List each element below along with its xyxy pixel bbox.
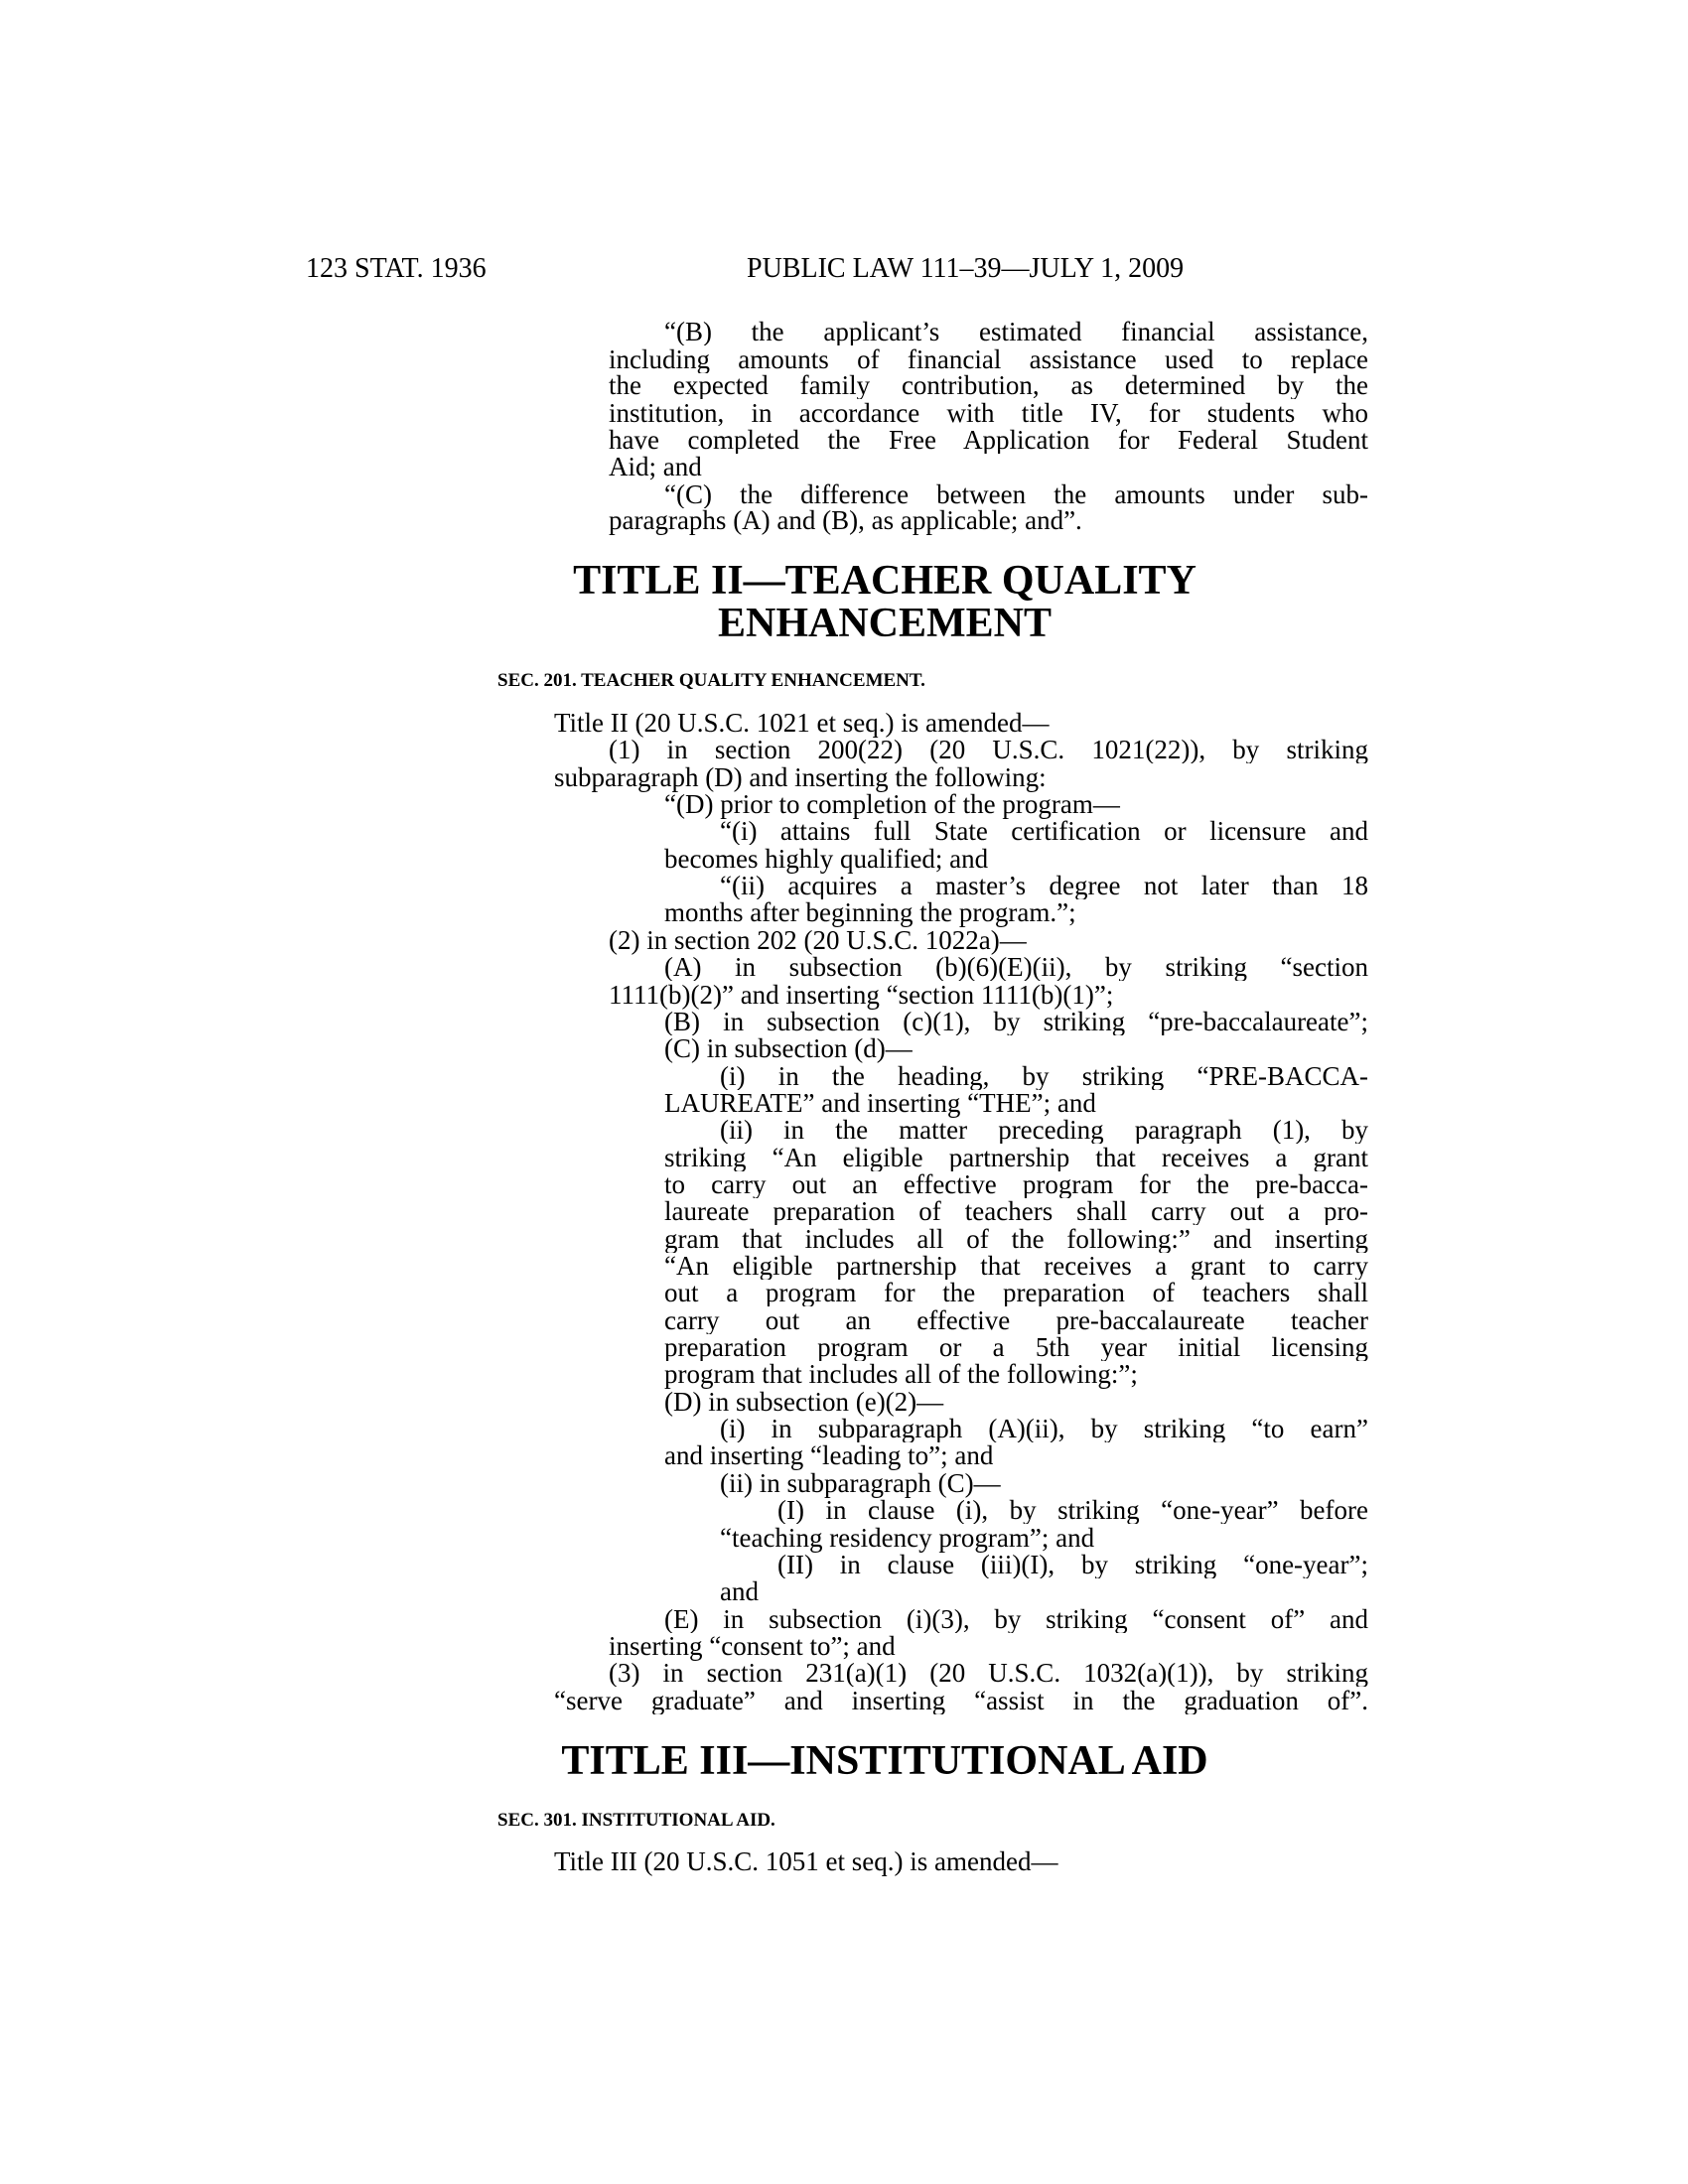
text-line: Title III (20 U.S.C. 1051 et seq.) is amended— xyxy=(554,1846,1058,1876)
text-line: “(B) the applicant’s estimated financial assistance, xyxy=(664,318,1368,345)
text-line: (3) in section 231(a)(1) (20 U.S.C. 1032(a)(1)), by striking xyxy=(609,1659,1368,1688)
text-line: “An eligible partnership that receives a grant to carry xyxy=(664,1252,1368,1280)
text-line: (C) in subsection (d)— xyxy=(664,1033,913,1064)
text-line: (1) in section 200(22) (20 U.S.C. 1021(22)), by striking xyxy=(609,736,1368,764)
text-line: preparation program or a 5th year initial licensing xyxy=(664,1333,1368,1362)
page-stat-number: 123 STAT. 1936 xyxy=(306,253,487,284)
text-line: (ii) in subparagraph (C)— xyxy=(720,1467,1001,1498)
text-line: striking “An eligible partnership that receives a grant xyxy=(664,1143,1368,1171)
text-line: laureate preparation of teachers shall carry out a pro- xyxy=(664,1197,1368,1226)
text-line: “serve graduate” and inserting “assist in the graduation of”. xyxy=(554,1686,1368,1714)
section-heading: SEC. 201. TEACHER QUALITY ENHANCEMENT. xyxy=(497,670,925,691)
running-header-title: PUBLIC LAW 111–39—JULY 1, 2009 xyxy=(747,253,1185,284)
text-line: (i) in subparagraph (A)(ii), by striking “to earn” xyxy=(720,1415,1368,1443)
text-line: (B) in subsection (c)(1), by striking “pre-baccalaureate”; xyxy=(664,1007,1368,1035)
text-line: (E) in subsection (i)(3), by striking “consent of” and xyxy=(664,1604,1368,1633)
text-line: including amounts of financial assistance used to replace xyxy=(609,345,1368,373)
text-line: paragraphs (A) and (B), as applicable; and”. xyxy=(609,505,1082,535)
text-line: institution, in accordance with title IV, for students who xyxy=(609,399,1368,427)
title-heading: TITLE II—TEACHER QUALITY xyxy=(573,558,1196,604)
title-heading: TITLE III—INSTITUTIONAL AID xyxy=(561,1738,1208,1784)
text-line: LAUREATE” and inserting “THE”; and xyxy=(664,1087,1096,1118)
text-line: “(D) prior to completion of the program— xyxy=(664,789,1120,820)
text-line: and inserting “leading to”; and xyxy=(664,1440,994,1471)
text-line: (D) in subsection (e)(2)— xyxy=(664,1386,944,1417)
text-line: Title II (20 U.S.C. 1021 et seq.) is amended— xyxy=(554,708,1050,738)
text-line: 1111(b)(2)” and inserting “section 1111(b)(1)”; xyxy=(609,979,1114,1010)
text-line: (2) in section 202 (20 U.S.C. 1022a)— xyxy=(609,924,1027,955)
text-line: (i) in the heading, by striking “PRE-BACCA- xyxy=(720,1061,1368,1090)
text-line: (I) in clause (i), by striking “one-year” before xyxy=(777,1496,1368,1525)
text-line: (ii) in the matter preceding paragraph (1), by xyxy=(720,1116,1368,1145)
text-line: the expected family contribution, as determined by the xyxy=(609,371,1368,399)
text-line: subparagraph (D) and inserting the following: xyxy=(554,761,1047,792)
text-line: (A) in subsection (b)(6)(E)(ii), by striking “section xyxy=(664,953,1368,982)
title-heading: ENHANCEMENT xyxy=(717,601,1053,646)
text-line: gram that includes all of the following:” and inserting xyxy=(664,1224,1368,1253)
section-heading: SEC. 301. INSTITUTIONAL AID. xyxy=(497,1810,775,1831)
text-line: inserting “consent to”; and xyxy=(609,1630,896,1661)
text-line: months after beginning the program.”; xyxy=(664,897,1076,928)
text-line: “(i) attains full State certification or licensure and xyxy=(720,817,1368,846)
text-line: carry out an effective pre-baccalaureate teacher xyxy=(664,1305,1368,1334)
text-line: out a program for the preparation of teachers shall xyxy=(664,1279,1368,1307)
text-line: have completed the Free Application for Federal Student xyxy=(609,426,1368,454)
text-line: (II) in clause (iii)(I), by striking “one-year”; xyxy=(777,1550,1368,1578)
text-line: program that includes all of the following:”; xyxy=(664,1359,1138,1390)
text-line: “(C) the difference between the amounts under sub- xyxy=(664,480,1368,508)
text-line: becomes highly qualified; and xyxy=(664,843,989,874)
text-line: “teaching residency program”; and xyxy=(720,1522,1095,1553)
text-line: “(ii) acquires a master’s degree not later than 18 xyxy=(720,872,1368,900)
text-line: and xyxy=(720,1576,759,1607)
text-line: to carry out an effective program for the pre-bacca- xyxy=(664,1169,1368,1198)
text-line: Aid; and xyxy=(609,452,702,481)
